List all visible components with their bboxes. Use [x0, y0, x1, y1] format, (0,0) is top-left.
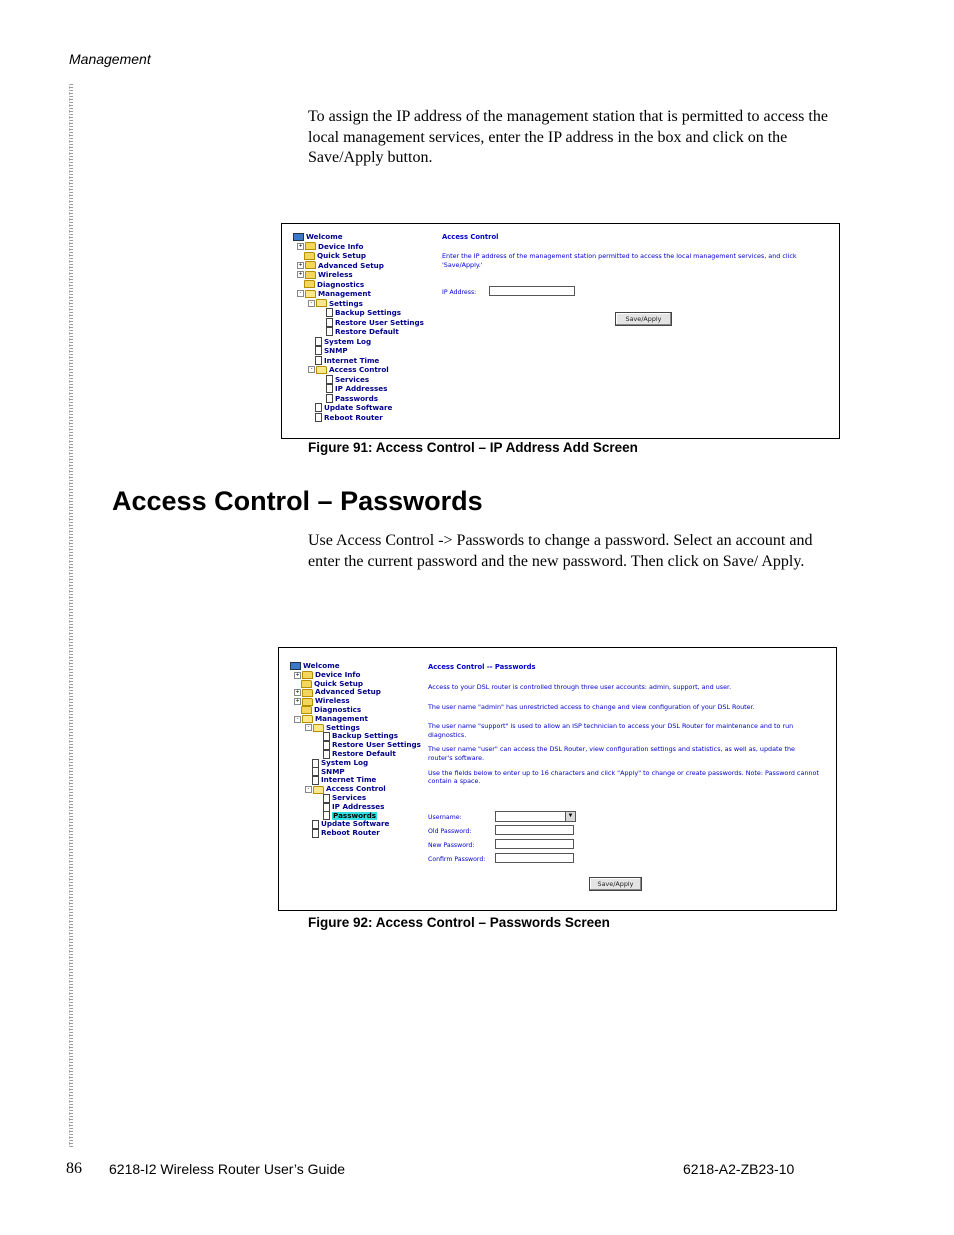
- tree-item-access-control[interactable]: [286, 365, 424, 375]
- document-icon: [315, 413, 322, 422]
- running-head: Management: [69, 51, 151, 67]
- tree-item-label: Diagnostics: [314, 704, 362, 714]
- tree-item-label: Reboot Router: [324, 412, 383, 422]
- tree-item-label: Restore Default: [335, 327, 399, 336]
- tree-item-restore-user-settings[interactable]: [286, 318, 424, 328]
- save-apply-button[interactable]: Save/Apply: [589, 877, 642, 891]
- username-label: Username:: [428, 814, 462, 821]
- tree-item-label: Restore Default: [332, 748, 396, 758]
- tree-item-management[interactable]: [286, 289, 424, 299]
- tree-item-label: Restore User Settings: [335, 317, 424, 327]
- tree-item-label: Wireless: [315, 696, 350, 706]
- tree-item-restore-default[interactable]: [286, 327, 424, 337]
- expand-icon[interactable]: +: [298, 261, 303, 268]
- tree-item-label: System Log: [321, 757, 369, 767]
- tree-item-label: Device Info: [315, 669, 361, 679]
- folder-open-icon: [313, 724, 324, 732]
- tree-item-label: SNMP: [324, 346, 348, 355]
- collapse-icon[interactable]: -: [297, 290, 304, 297]
- document-icon: [312, 820, 319, 829]
- document-icon: [323, 741, 330, 750]
- expand-icon[interactable]: +: [298, 242, 303, 249]
- document-icon: [326, 327, 333, 336]
- document-icon: [315, 337, 322, 346]
- tree-item-label: Management: [315, 713, 368, 723]
- collapse-icon[interactable]: -: [305, 786, 312, 793]
- figure-92-caption: Figure 92: Access Control – Passwords Screen: [308, 915, 610, 930]
- tree-item-label: Advanced Setup: [318, 260, 384, 270]
- old-password-label: Old Password:: [428, 828, 472, 835]
- info-paragraph-1: Access to your DSL router is controlled through three user accounts: admin, support, and user.: [428, 683, 732, 691]
- tree-item-label: Services: [332, 792, 367, 802]
- tree-item-label: Passwords: [335, 393, 379, 403]
- tree-item-services[interactable]: [286, 375, 424, 385]
- tree-item-label: IP Addresses: [335, 384, 388, 393]
- navigation-tree: [283, 662, 421, 838]
- tree-item-ip-addresses[interactable]: [286, 384, 424, 394]
- navigation-tree: [286, 232, 424, 422]
- tree-item-label: Settings: [329, 298, 363, 308]
- tree-item-label: Advanced Setup: [315, 687, 381, 697]
- document-icon: [315, 356, 322, 365]
- document-icon: [323, 794, 330, 803]
- tree-item-label: Welcome: [303, 661, 340, 670]
- expand-icon[interactable]: +: [298, 271, 303, 278]
- tree-item-label: Welcome: [306, 232, 343, 241]
- tree-item-label: Reboot Router: [321, 828, 380, 838]
- document-icon: [323, 803, 330, 812]
- expand-icon[interactable]: +: [295, 671, 300, 678]
- panel-title: Access Control: [442, 233, 499, 241]
- expand-icon[interactable]: +: [295, 698, 300, 705]
- tree-item-label: Settings: [326, 722, 360, 732]
- page-number: 86: [66, 1160, 82, 1177]
- confirm-password-label: Confirm Password:: [428, 856, 486, 863]
- footer-guide-title: 6218-I2 Wireless Router User’s Guide: [109, 1161, 346, 1177]
- folder-open-icon: [305, 290, 316, 298]
- tree-item-label: Device Info: [318, 241, 364, 251]
- document-icon: [326, 384, 333, 393]
- expand-icon[interactable]: +: [295, 689, 300, 696]
- folder-open-icon: [302, 715, 313, 723]
- document-icon: [312, 776, 319, 785]
- tree-item-system-log[interactable]: [286, 337, 424, 347]
- ip-address-label: IP Address:: [442, 289, 477, 296]
- access-control-panel: [442, 233, 827, 269]
- monitor-icon: [293, 233, 304, 241]
- document-icon: [326, 394, 333, 403]
- tree-item-label: Passwords: [333, 810, 377, 820]
- tree-item-label: Backup Settings: [332, 731, 399, 741]
- new-password-field[interactable]: [495, 839, 574, 849]
- ip-address-input[interactable]: [489, 286, 575, 296]
- tree-item-snmp[interactable]: [286, 346, 424, 356]
- tree-item-label: Access Control: [329, 365, 389, 374]
- monitor-icon: [290, 662, 301, 670]
- tree-item-label: Wireless: [318, 270, 353, 279]
- document-icon: [326, 308, 333, 317]
- intro-paragraph: To assign the IP address of the management station that is permitted to access the local management services, enter the IP address in the box and click on the Save/Apply button.: [308, 108, 828, 166]
- figure-91-screenshot: [281, 223, 840, 439]
- margin-rule: [69, 84, 73, 1147]
- tree-item-quick-setup[interactable]: [286, 251, 424, 261]
- tree-item-label: Diagnostics: [317, 279, 365, 289]
- folder-open-icon: [316, 299, 327, 307]
- tree-item-label: Quick Setup: [317, 251, 366, 260]
- tree-item-update-software[interactable]: [286, 403, 424, 413]
- collapse-icon[interactable]: -: [308, 366, 315, 373]
- chevron-down-icon[interactable]: ▼: [565, 812, 575, 821]
- tree-item-advanced-setup[interactable]: [286, 261, 424, 271]
- tree-item-welcome[interactable]: [286, 232, 424, 242]
- folder-icon: [302, 689, 313, 697]
- passwords-paragraph: Use Access Control -> Passwords to change a password. Select an account and enter the current password and the new password. Then click on Save/ Apply.: [308, 532, 813, 570]
- info-paragraph-4: The user name "user" can access the DSL Router, view configuration settings and statistics, as well as, update the router's software.: [428, 745, 795, 762]
- document-icon: [312, 829, 319, 838]
- folder-icon: [304, 280, 315, 288]
- tree-item-label: Services: [335, 374, 370, 384]
- document-icon: [315, 403, 322, 412]
- figure-92-screenshot: [278, 647, 837, 911]
- tree-item-label: System Log: [324, 336, 372, 346]
- tree-item-settings[interactable]: [286, 299, 424, 309]
- passwords-panel: [428, 663, 820, 786]
- tree-item-label: SNMP: [321, 766, 345, 776]
- tree-item-label: Update Software: [324, 403, 393, 412]
- new-password-label: New Password:: [428, 842, 475, 849]
- document-icon: [312, 767, 319, 776]
- tree-item-system-log[interactable]: [283, 759, 421, 768]
- folder-icon: [302, 698, 313, 706]
- panel-title: Access Control -- Passwords: [428, 663, 536, 671]
- tree-item-reboot-router[interactable]: [283, 829, 421, 838]
- tree-item-label: Update Software: [321, 819, 390, 829]
- tree-item-label: Backup Settings: [335, 308, 402, 317]
- info-paragraph-5: Use the fields below to enter up to 16 characters and click "Apply" to change or create passwords. Note: Password cannot contain a space.: [428, 768, 819, 786]
- tree-item-label: Management: [318, 289, 371, 298]
- folder-open-icon: [316, 366, 327, 374]
- tree-item-label: Internet Time: [324, 355, 380, 365]
- tree-item-device-info[interactable]: [286, 242, 424, 252]
- info-paragraph-3: The user name "support" is used to allow an ISP technician to access your DSL Router for maintenance and to run diagnostics.: [428, 722, 794, 739]
- tree-item-advanced-setup[interactable]: [283, 688, 421, 697]
- panel-instructions: Enter the IP address of the management station permitted to access the local management services, and click 'Save/Apply.': [442, 252, 797, 269]
- document-icon: [323, 732, 330, 741]
- tree-item-internet-time[interactable]: [286, 356, 424, 366]
- save-apply-button[interactable]: Save/Apply: [615, 312, 672, 326]
- tree-item-label: Restore User Settings: [332, 740, 421, 750]
- folder-icon: [305, 261, 316, 269]
- tree-item-label: Internet Time: [321, 775, 377, 785]
- old-password-field[interactable]: [495, 825, 574, 835]
- collapse-icon[interactable]: -: [294, 716, 301, 723]
- document-icon: [312, 759, 319, 768]
- section-title: Access Control – Passwords: [112, 486, 483, 516]
- folder-icon: [301, 680, 312, 688]
- tree-item-backup-settings[interactable]: [286, 308, 424, 318]
- tree-item-label: Quick Setup: [314, 678, 363, 688]
- tree-item-diagnostics[interactable]: [286, 280, 424, 290]
- tree-item-reboot-router[interactable]: [286, 413, 424, 423]
- folder-icon: [305, 242, 316, 250]
- collapse-icon[interactable]: -: [308, 300, 315, 307]
- info-paragraph-2: The user name "admin" has unrestricted access to change and view configuration of your DSL Router.: [428, 702, 755, 711]
- confirm-password-field[interactable]: [495, 853, 574, 863]
- tree-item-passwords[interactable]: [286, 394, 424, 404]
- folder-icon: [301, 706, 312, 714]
- username-select[interactable]: [495, 811, 576, 822]
- tree-item-label: Access Control: [326, 784, 386, 794]
- document-icon: [326, 318, 333, 327]
- folder-icon: [305, 271, 316, 279]
- document-icon: [315, 346, 322, 355]
- figure-91-caption: Figure 91: Access Control – IP Address Add Screen: [308, 440, 638, 455]
- folder-open-icon: [313, 786, 324, 794]
- tree-item-label: IP Addresses: [332, 801, 385, 811]
- folder-icon: [302, 671, 313, 679]
- document-icon: [326, 375, 333, 384]
- footer-doc-code: 6218-A2-ZB23-10: [683, 1161, 795, 1177]
- folder-icon: [304, 252, 315, 260]
- tree-item-wireless[interactable]: [286, 270, 424, 280]
- collapse-icon[interactable]: -: [305, 724, 312, 731]
